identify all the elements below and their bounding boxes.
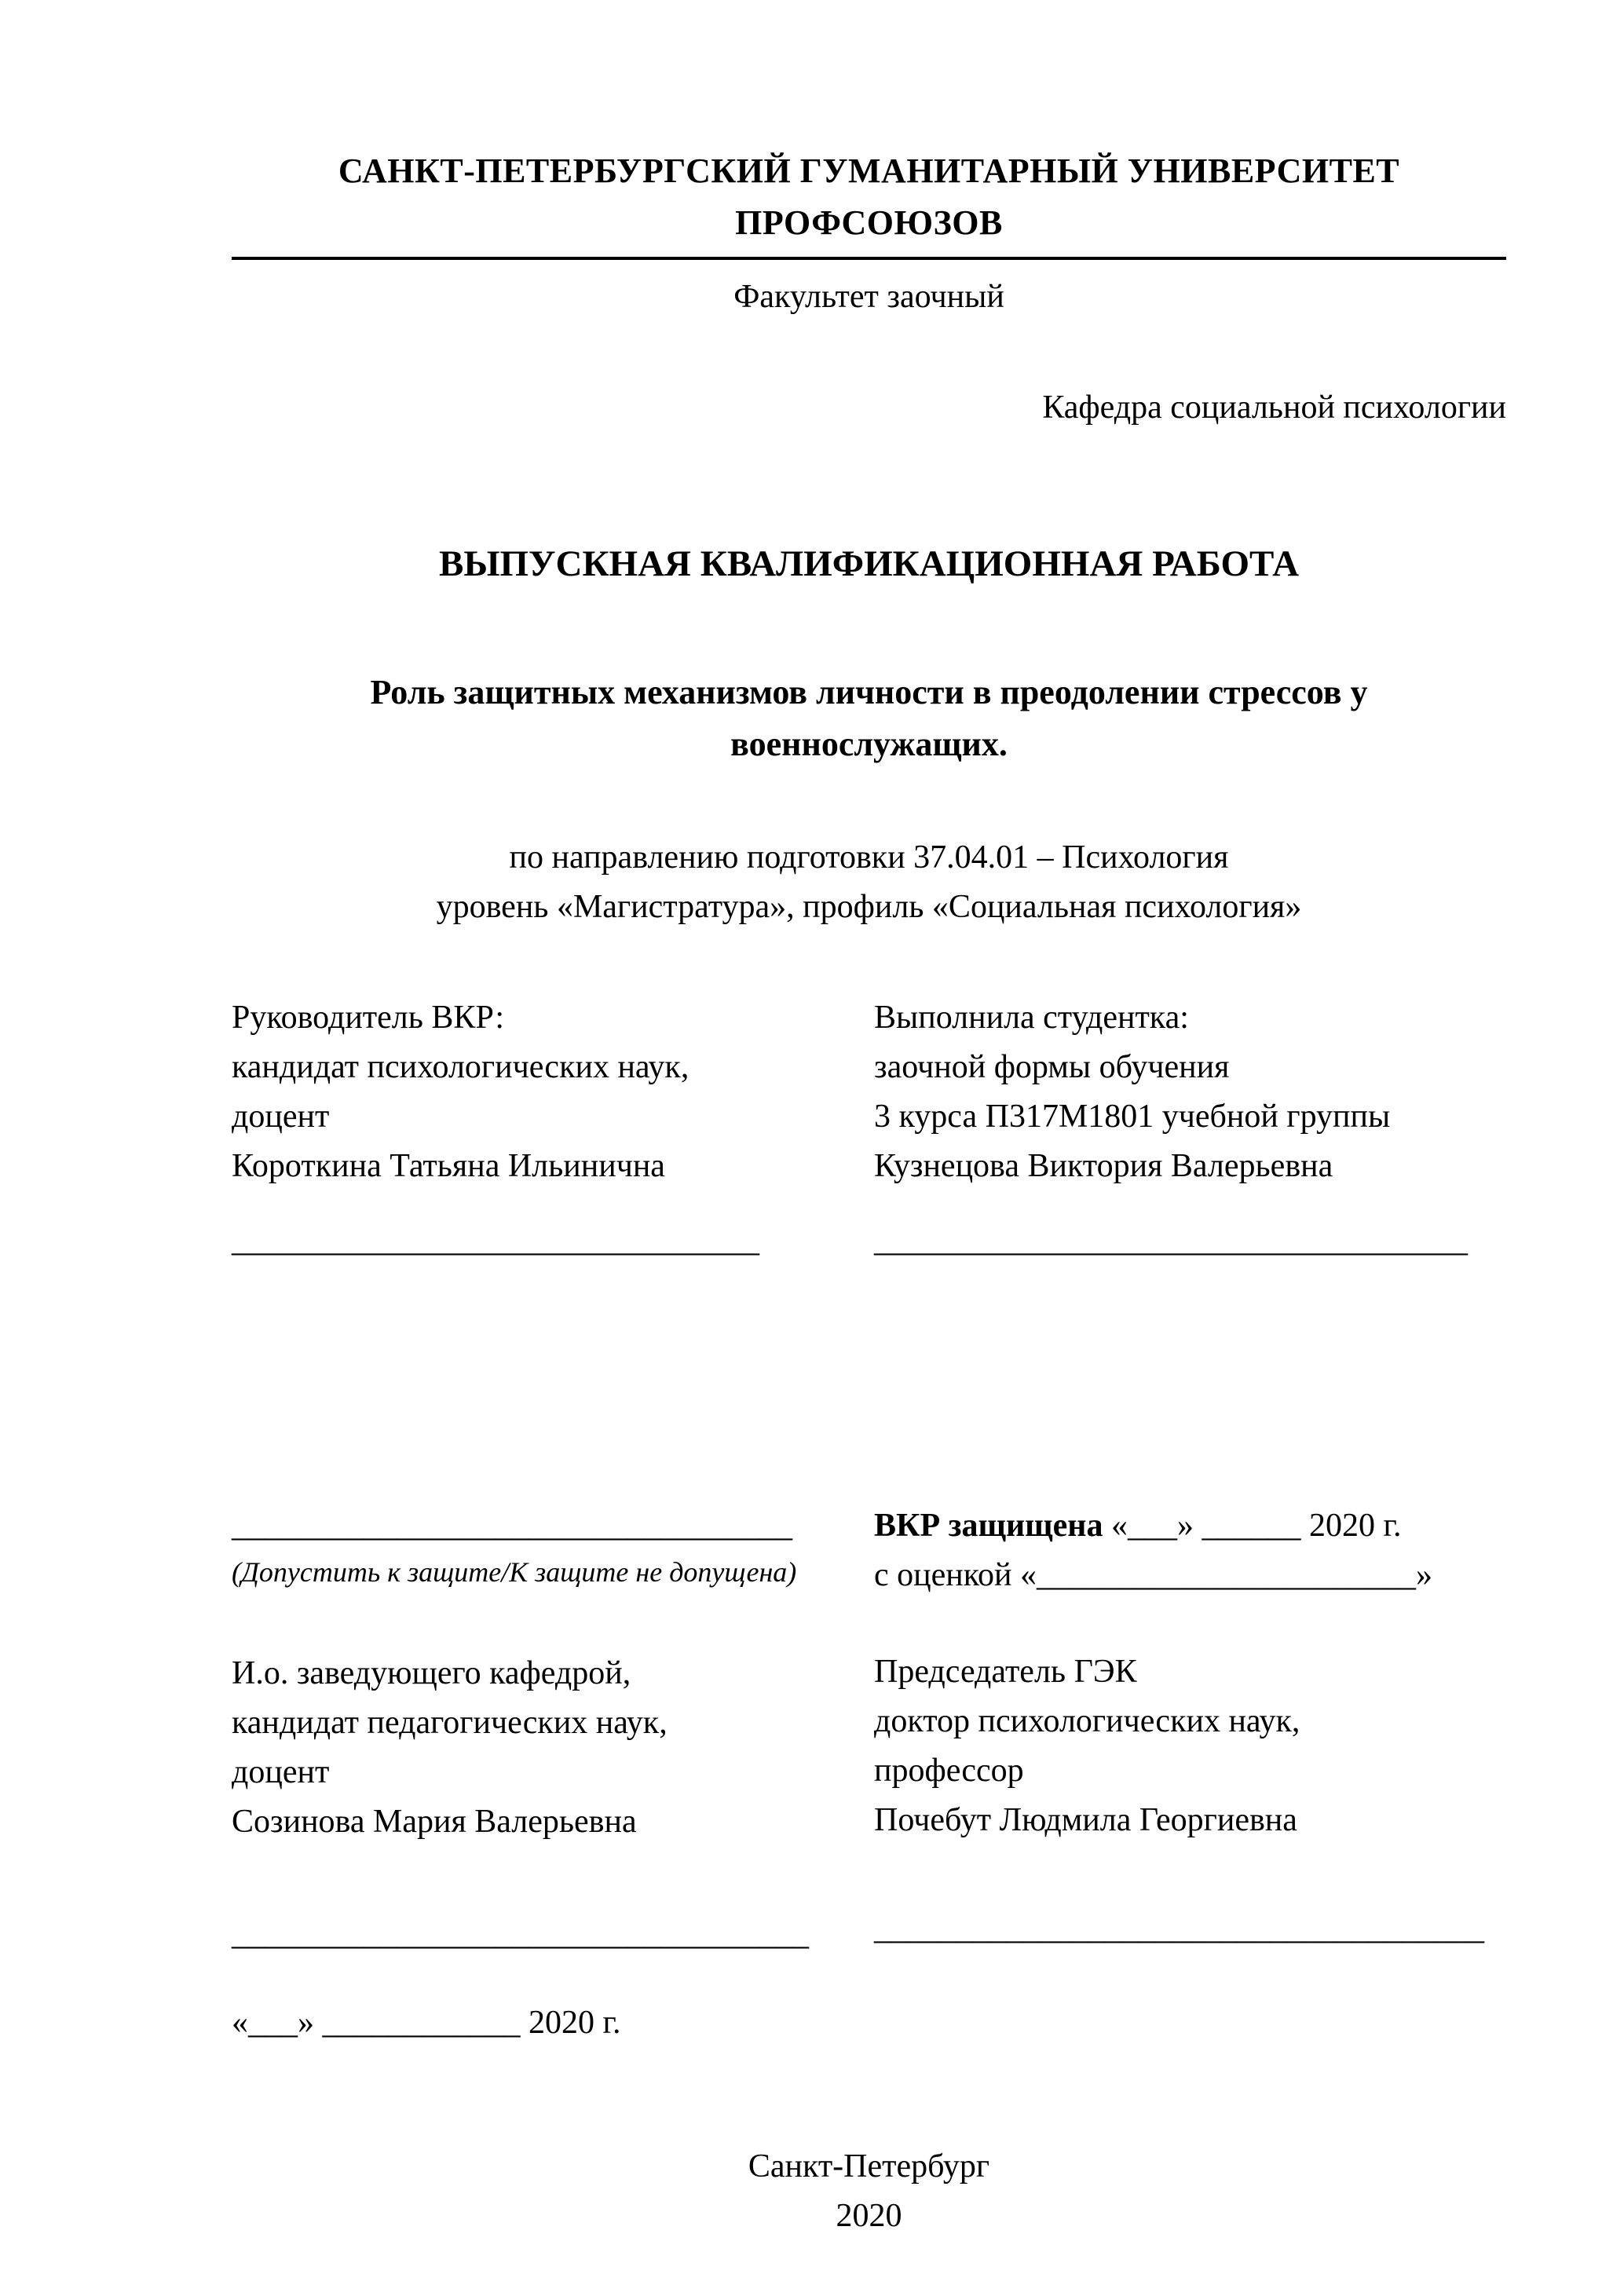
supervisor-name: Короткина Татьяна Ильинична — [232, 1147, 665, 1184]
head-position-line2: доцент — [232, 1754, 330, 1791]
admission-signature-line: __________________________________ — [232, 1507, 792, 1544]
footer-city: Санкт-Петербург — [748, 2148, 990, 2185]
admission-block — [232, 1501, 874, 2049]
defense-defended-label: ВКР защищена — [874, 1507, 1103, 1544]
head-degree: кандидат педагогических наук, — [232, 1705, 668, 1742]
people-columns — [232, 993, 1506, 1266]
head-of-department-block — [232, 1649, 874, 1847]
supervisor-degree: кандидат психологических наук, — [232, 1048, 689, 1085]
footer-year: 2020 — [836, 2198, 902, 2235]
student-signature-line: ____________________________________ — [874, 1222, 1468, 1259]
student-group: 3 курса П317М1801 учебной группы — [874, 1098, 1391, 1135]
faculty-name: Факультет заочный — [733, 279, 1004, 315]
head-position-line1: И.о. заведующего кафедрой, — [232, 1655, 631, 1692]
student-block — [874, 993, 1506, 1266]
department-name: Кафедра социальной психологии — [1042, 389, 1506, 426]
supervisor-position: доцент — [232, 1098, 330, 1135]
approval-columns — [232, 1501, 1506, 2049]
defense-grade-line: с оценкой «_______________________» — [874, 1556, 1432, 1593]
thesis-topic-line1: Роль защитных механизмов личности в преодолении стрессов у — [370, 672, 1368, 711]
program-info — [232, 833, 1506, 932]
chairman-name: Почебут Людмила Георгиевна — [874, 1801, 1297, 1838]
work-type-title: ВЫПУСКНАЯ КВАЛИФИКАЦИОННАЯ РАБОТА — [438, 543, 1300, 584]
chairman-label: Председатель ГЭК — [874, 1653, 1137, 1690]
thesis-topic — [232, 667, 1506, 770]
head-name: Созинова Мария Валерьевна — [232, 1804, 637, 1841]
student-name: Кузнецова Виктория Валерьевна — [874, 1147, 1333, 1184]
admission-note: (Допустить к защите/К защите не допущена) — [232, 1556, 797, 1588]
student-form: заочной формы обучения — [874, 1048, 1230, 1085]
admission-date-line: «___» ____________ 2020 г. — [232, 2005, 621, 2042]
program-level: уровень «Магистратура», профиль «Социальная психология» — [436, 888, 1302, 925]
chairman-block — [874, 1647, 1506, 1845]
head-signature-line: ___________________________________ — [232, 1916, 809, 1953]
defense-defended-line — [874, 1501, 1506, 1551]
university-name: САНКТ-ПЕТЕРБУРГСКИЙ ГУМАНИТАРНЫЙ УНИВЕРСИТЕТ ПРОФСОЮЗОВ — [232, 145, 1506, 260]
student-label: Выполнила студентка: — [874, 999, 1189, 1036]
chairman-degree: доктор психологических наук, — [874, 1702, 1300, 1739]
defense-block — [874, 1501, 1506, 1954]
chairman-signature-line: _____________________________________ — [874, 1910, 1484, 1947]
supervisor-signature-line: ________________________________ — [232, 1222, 759, 1259]
thesis-topic-line2: военнослужащих. — [730, 724, 1008, 763]
defense-defended-date: «___» ______ 2020 г. — [1103, 1507, 1402, 1544]
footer — [232, 2142, 1506, 2241]
supervisor-block — [232, 993, 874, 1266]
program-direction: по направлению подготовки 37.04.01 – Психология — [509, 839, 1229, 876]
chairman-position: профессор — [874, 1752, 1024, 1789]
supervisor-label: Руководитель ВКР: — [232, 999, 505, 1036]
